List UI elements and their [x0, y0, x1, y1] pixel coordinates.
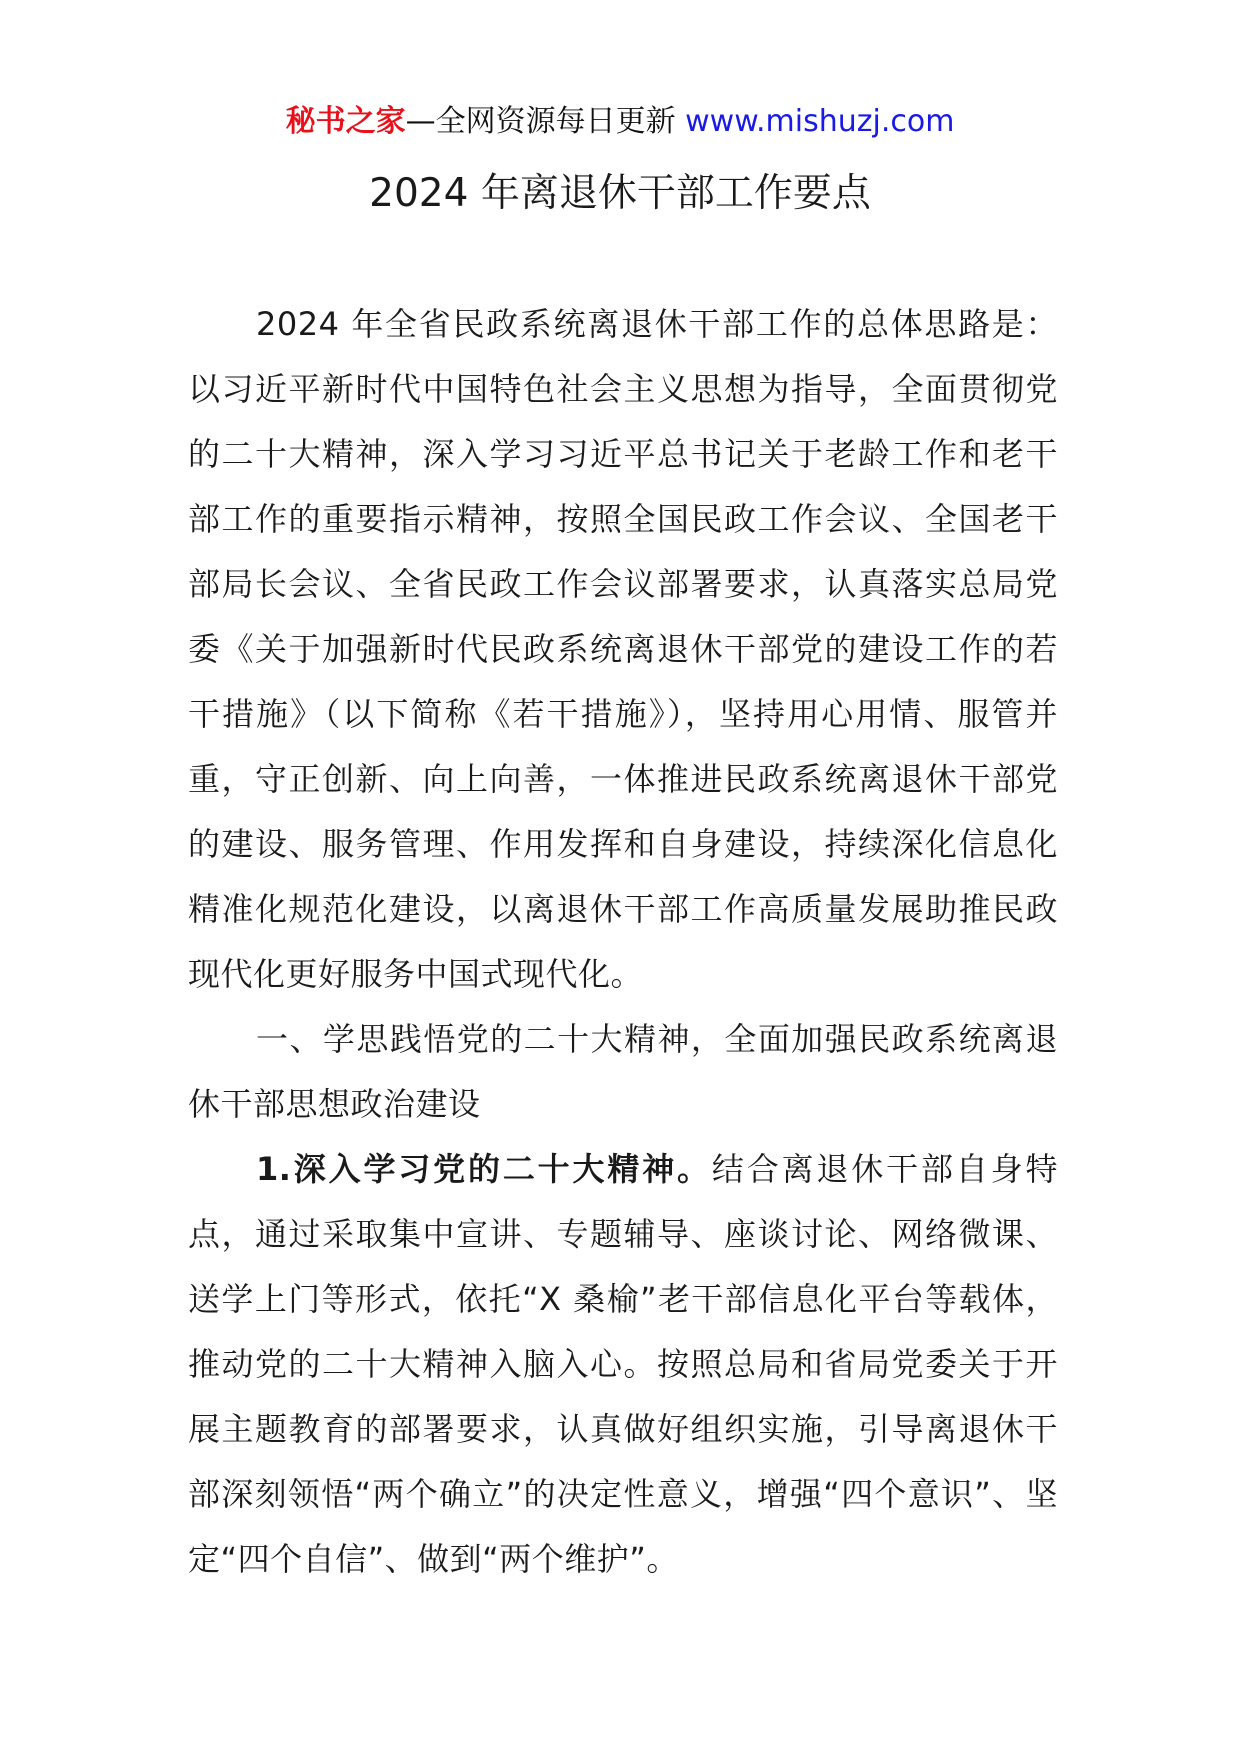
item-1-text: 结合离退休干部自身特点，通过采取集中宣讲、专题辅导、座谈讨论、网络微课、送学上门等形式，依托“X 桑榆”老干部信息化平台等载体，推动党的二十大精神入脑入心。按照总局和省局党委关于开展主题教育的部署要求，认真做好组织实施，引导离退休干部深刻领悟“两个确立”的决定性意义，增强“四个意识”、坚定“四个自信”、做到“两个维护”。: [188, 1150, 1058, 1578]
site-url-link[interactable]: www.mishuzj.com: [685, 104, 955, 139]
site-tagline: —全网资源每日更新: [405, 104, 686, 139]
section-heading-1-text: 一、学思践悟党的二十大精神，全面加强民政系统离退休干部思想政治建设: [188, 1020, 1058, 1123]
site-header: [0, 100, 1240, 144]
brand-name: 秘书之家: [285, 104, 406, 139]
document-body: [188, 292, 1058, 1592]
paragraph-overview: [188, 292, 1058, 1007]
paragraph-overview-text: 2024 年全省民政系统离退休干部工作的总体思路是：以习近平新时代中国特色社会主义思想为指导，全面贯彻党的二十大精神，深入学习习近平总书记关于老龄工作和老干部工作的重要指示精神，按照全国民政工作会议、全国老干部局长会议、全省民政工作会议部署要求，认真落实总局党委《关于加强新时代民政系统离退休干部党的建设工作的若干措施》（以下简称《若干措施》），坚持用心用情、服管并重，守正创新、向上向善，一体推进民政系统离退休干部党的建设、服务管理、作用发挥和自身建设，持续深化信息化精准化规范化建设，以离退休干部工作高质量发展助推民政现代化更好服务中国式现代化。: [188, 305, 1058, 993]
paragraph-item-1: [188, 1137, 1058, 1592]
section-heading-1: [188, 1007, 1058, 1137]
document-title: 2024 年离退休干部工作要点: [369, 171, 871, 216]
item-1-lead: 1.深入学习党的二十大精神。: [256, 1150, 712, 1188]
